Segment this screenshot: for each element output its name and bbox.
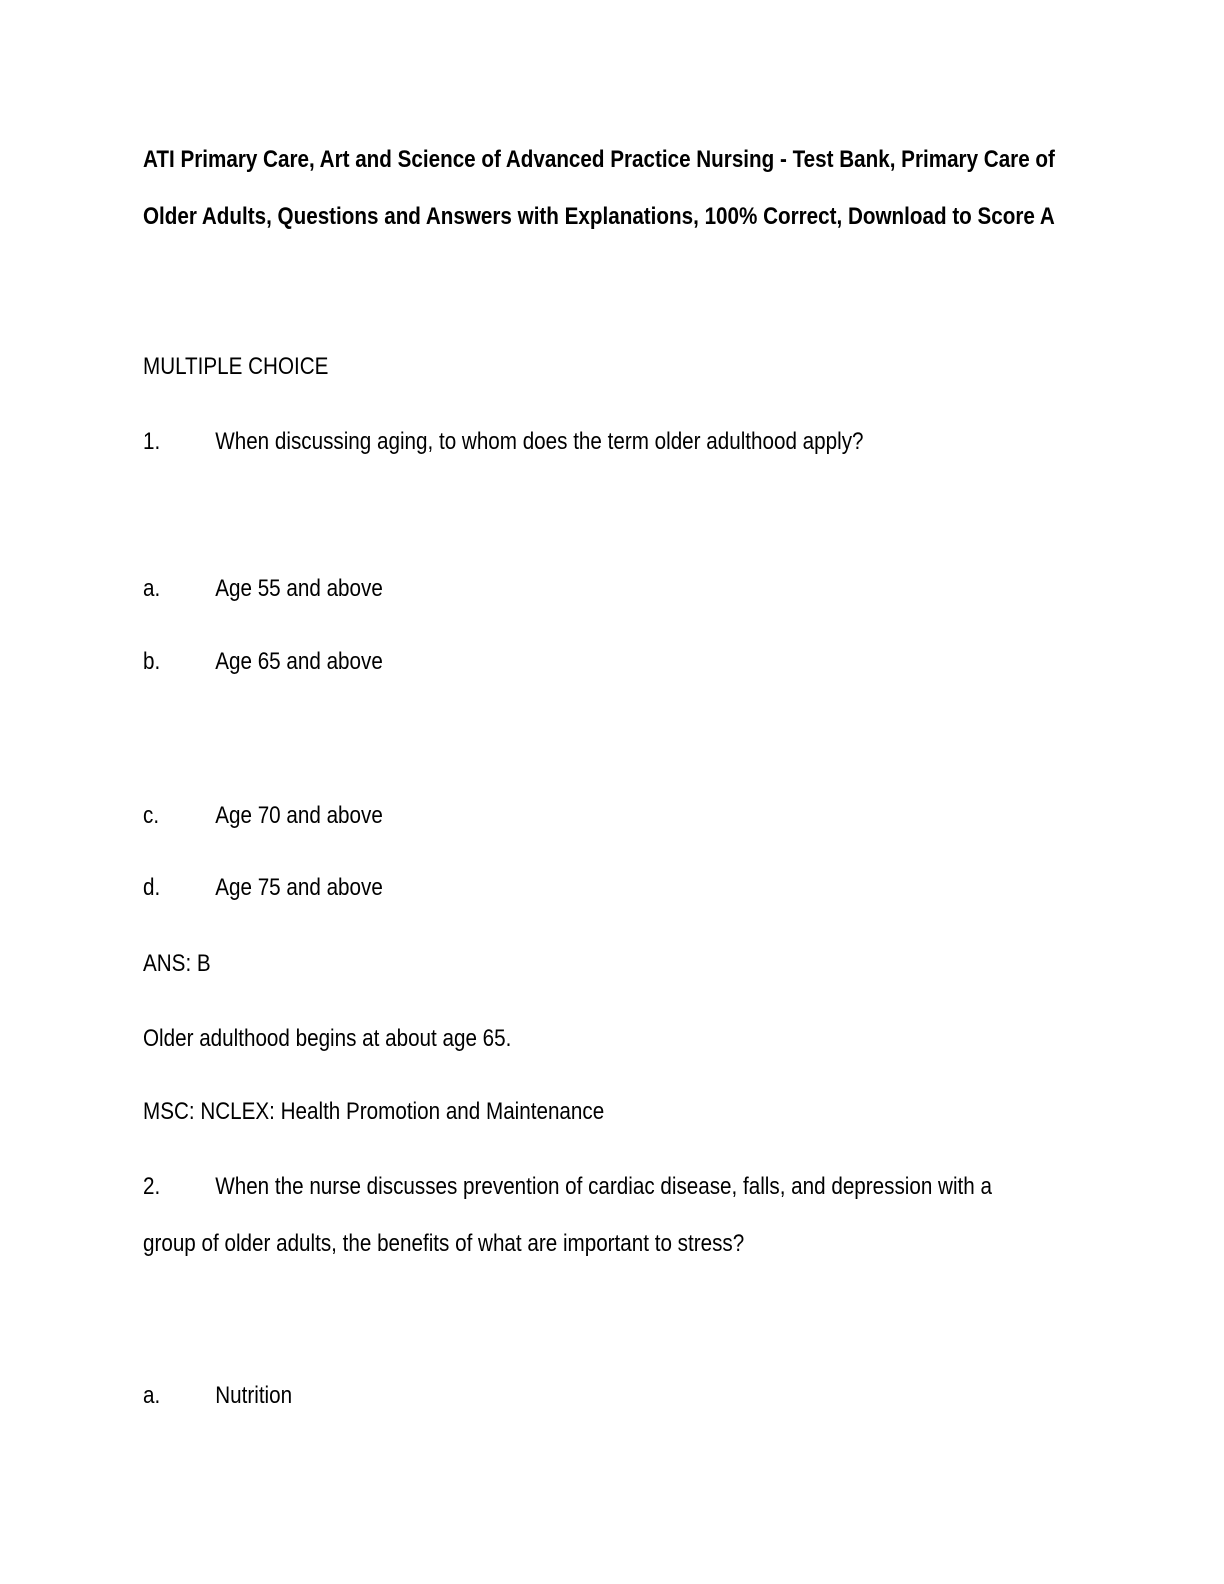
- document-title-line-2: Older Adults, Questions and Answers with Explanations, 100% Correct, Download to Score A: [143, 203, 1055, 230]
- option-c-text: Age 70 and above: [215, 802, 383, 829]
- option-c-letter: c.: [143, 802, 160, 829]
- option-a-text: Age 55 and above: [215, 575, 383, 602]
- option-b-text: Age 65 and above: [215, 648, 383, 675]
- document-title-line-1: ATI Primary Care, Art and Science of Advanced Practice Nursing - Test Bank, Primary Care of: [143, 146, 1055, 173]
- question-2-option-a-letter: a.: [143, 1382, 161, 1409]
- option-a-letter: a.: [143, 575, 161, 602]
- question-2-option-a: [143, 1381, 292, 1411]
- option-d-letter: d.: [143, 874, 161, 901]
- question-1-number: 1.: [143, 428, 161, 455]
- question-1: [143, 427, 864, 457]
- question-1-option-d: [143, 873, 383, 903]
- option-d-text: Age 75 and above: [215, 874, 383, 901]
- question-1-option-a: [143, 574, 383, 604]
- question-2-number: 2.: [143, 1173, 161, 1200]
- question-1-answer: ANS: B: [143, 950, 211, 977]
- question-2-text-line-1: When the nurse discusses prevention of cardiac disease, falls, and depression with a: [215, 1173, 992, 1200]
- question-1-text: When discussing aging, to whom does the term older adulthood apply?: [215, 428, 864, 455]
- question-1-option-c: [143, 801, 383, 831]
- question-1-msc: MSC: NCLEX: Health Promotion and Maintenance: [143, 1098, 605, 1125]
- question-2-text-line-2: group of older adults, the benefits of what are important to stress?: [143, 1230, 745, 1257]
- question-2: [143, 1172, 992, 1202]
- section-heading: MULTIPLE CHOICE: [143, 353, 329, 380]
- question-1-option-b: [143, 647, 383, 677]
- question-1-explanation: Older adulthood begins at about age 65.: [143, 1025, 512, 1052]
- question-2-option-a-text: Nutrition: [215, 1382, 293, 1409]
- option-b-letter: b.: [143, 648, 161, 675]
